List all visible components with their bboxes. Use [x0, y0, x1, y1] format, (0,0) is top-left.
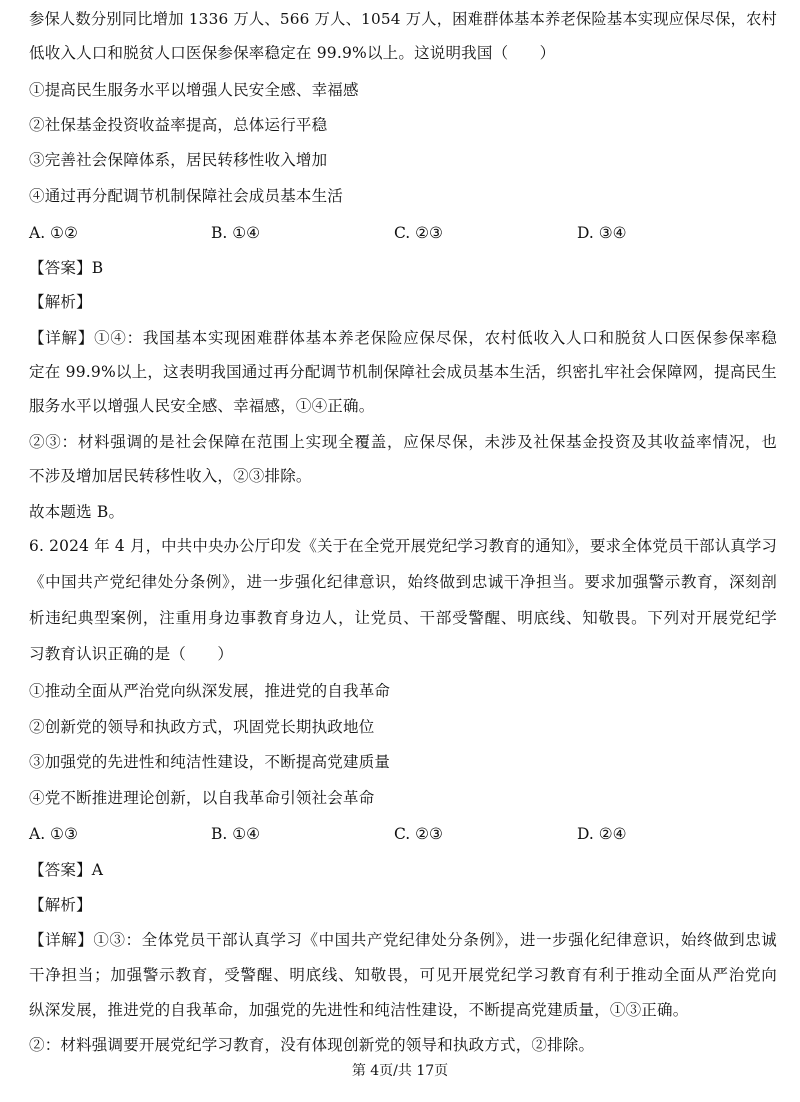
- q5-stem-line: 参保人数分别同比增加 1336 万人、566 万人、1054 万人，困难群体基本养老保险基本实现应保尽保，农村: [29, 10, 777, 28]
- q6-detail-line: 【详解】①③：全体党员干部认真学习《中国共产党纪律处分条例》，进一步强化纪律意识，始终做到忠诚: [29, 931, 777, 949]
- q5-statement: ②社保基金投资收益率提高，总体运行平稳: [29, 116, 328, 134]
- q6-statement: ①推动全面从严治党向纵深发展，推进党的自我革命: [29, 682, 391, 700]
- q5-option-b: B. ①④: [211, 224, 261, 242]
- q5-detail-line: 定在 99.9%以上，这表明我国通过再分配调节机制保障社会成员基本生活，织密扎牢社会保障网，提高民生: [29, 363, 777, 381]
- q6-detail-line: ②：材料强调要开展党纪学习教育，没有体现创新党的领导和执政方式，②排除。: [29, 1036, 595, 1054]
- q5-statement: ④通过再分配调节机制保障社会成员基本生活: [29, 187, 344, 205]
- q6-answer: 【答案】A: [29, 861, 104, 879]
- q6-statement: ④党不断推进理论创新，以自我革命引领社会革命: [29, 789, 375, 807]
- q6-option-d: D. ②④: [577, 825, 627, 843]
- q6-option-a: A. ①③: [29, 825, 78, 843]
- q5-detail-line: 服务水平以增强人民安全感、幸福感，①④正确。: [29, 397, 375, 415]
- q6-option-b: B. ①④: [211, 825, 261, 843]
- q5-option-d: D. ③④: [577, 224, 627, 242]
- q6-stem-line: 6. 2024 年 4 月，中共中央办公厅印发《关于在全党开展党纪学习教育的通知》，要求全体党员干部认真学习: [29, 537, 778, 555]
- q5-analysis-label: 【解析】: [29, 293, 92, 311]
- q5-statement: ①提高民生服务水平以增强人民安全感、幸福感: [29, 81, 359, 99]
- q5-detail-line: 不涉及增加居民转移性收入，②③排除。: [29, 467, 312, 485]
- q6-statement: ③加强党的先进性和纯洁性建设，不断提高党建质量: [29, 753, 391, 771]
- q5-statement: ③完善社会保障体系，居民转移性收入增加: [29, 151, 328, 169]
- q5-stem-line: 低收入人口和脱贫人口医保参保率稳定在 99.9%以上。这说明我国（ ）: [29, 44, 556, 62]
- q5-option-a: A. ①②: [29, 224, 78, 242]
- q5-detail-line: ②③：材料强调的是社会保障在范围上实现全覆盖，应保尽保，未涉及社保基金投资及其收益率情况，也: [29, 433, 777, 451]
- page-footer: 第 4页/共 17页: [351, 1063, 449, 1079]
- q6-stem-line: 析违纪典型案例，注重用身边事教育身边人，让党员、干部受警醒、明底线、知敬畏。下列对开展党纪学: [29, 609, 777, 627]
- q6-statement: ②创新党的领导和执政方式，巩固党长期执政地位: [29, 718, 375, 736]
- q6-option-c: C. ②③: [394, 825, 443, 843]
- q6-stem-line: 《中国共产党纪律处分条例》，进一步强化纪律意识，始终做到忠诚干净担当。要求加强警示教育，深刻剖: [29, 573, 777, 591]
- q5-conclusion: 故本题选 B。: [29, 503, 125, 521]
- q6-stem-line: 习教育认识正确的是（ ）: [29, 645, 234, 663]
- q6-analysis-label: 【解析】: [29, 896, 92, 914]
- q5-detail-line: 【详解】①④：我国基本实现困难群体基本养老保险应保尽保，农村低收入人口和脱贫人口医保参保率稳: [29, 329, 777, 347]
- q6-detail-line: 干净担当；加强警示教育，受警醒、明底线、知敬畏，可见开展党纪学习教育有利于推动全面从严治党向: [29, 966, 777, 984]
- q5-option-c: C. ②③: [394, 224, 443, 242]
- q6-detail-line: 纵深发展，推进党的自我革命，加强党的先进性和纯洁性建设，不断提高党建质量，①③正确。: [29, 1001, 689, 1019]
- q5-answer: 【答案】B: [29, 259, 104, 277]
